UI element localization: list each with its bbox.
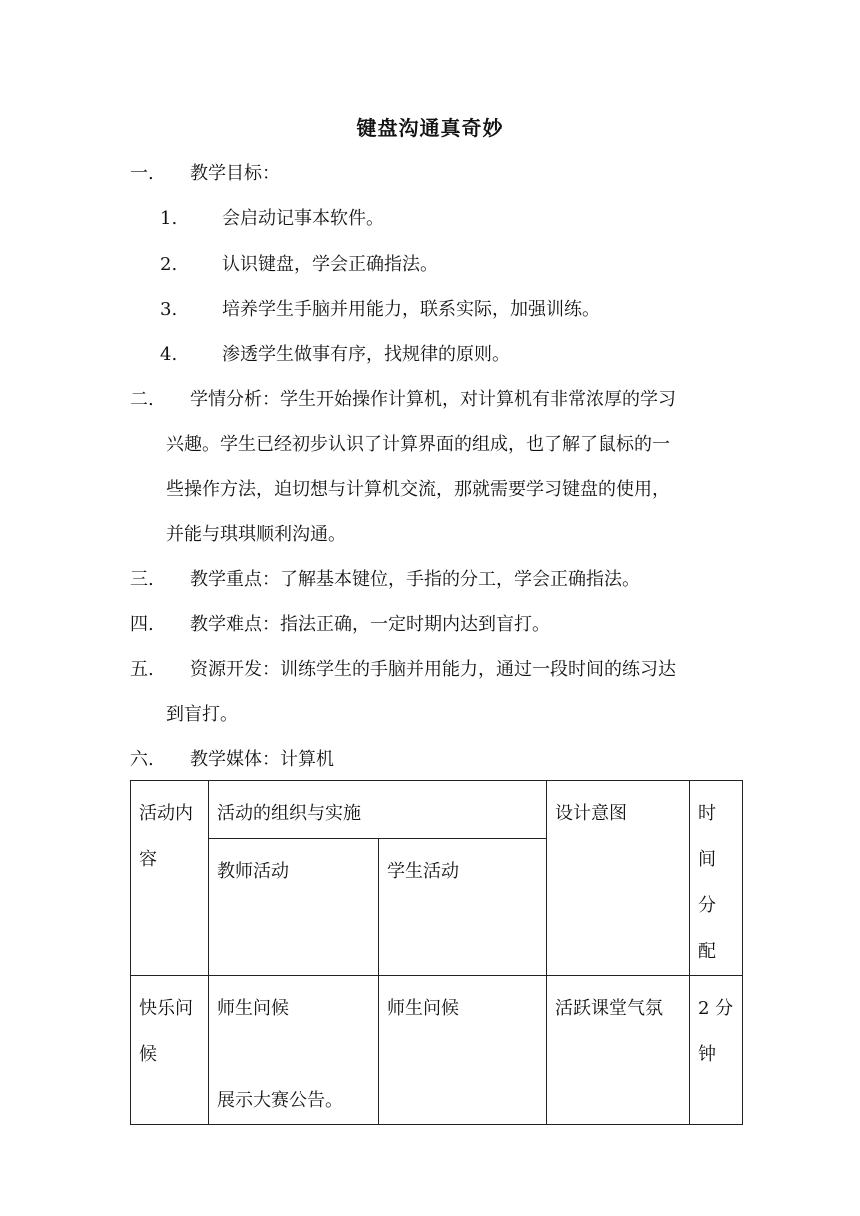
goal-text: 培养学生手脑并用能力，联系实际，加强训练。 bbox=[222, 299, 600, 320]
section-5 bbox=[130, 658, 740, 682]
goal-number: 3. bbox=[160, 299, 178, 320]
goal-item bbox=[160, 253, 720, 277]
table-header-row bbox=[131, 781, 743, 839]
section-text: 教学难点：指法正确，一定时期内达到盲打。 bbox=[190, 614, 550, 635]
header-design-intent: 设计意图 bbox=[547, 781, 690, 976]
section-2 bbox=[130, 388, 740, 412]
header-activity-content: 活动内 容 bbox=[131, 781, 209, 976]
goal-item bbox=[160, 343, 720, 367]
goal-item bbox=[160, 298, 720, 322]
header-student-activity: 学生活动 bbox=[379, 839, 547, 976]
header-time-allocation: 时 间 分 配 bbox=[690, 781, 743, 976]
section-text-line: 兴趣。学生已经初步认识了计算界面的组成，也了解了鼠标的一 bbox=[166, 434, 670, 455]
section-number: 五. bbox=[130, 659, 154, 680]
cell-activity: 快乐问 候 bbox=[131, 976, 209, 1125]
section-number: 三. bbox=[130, 569, 154, 590]
cell-teacher: 师生问候 展示大赛公告。 bbox=[209, 976, 379, 1125]
cell-time: 2 分 钟 bbox=[690, 976, 743, 1125]
table-row bbox=[131, 976, 743, 1125]
goal-text: 认识键盘，学会正确指法。 bbox=[222, 254, 438, 275]
header-organization: 活动的组织与实施 bbox=[209, 781, 547, 839]
section-text-line: 并能与琪琪顺利沟通。 bbox=[166, 524, 346, 545]
section-text: 教学媒体：计算机 bbox=[190, 749, 334, 770]
section-text-line: 些操作方法，迫切想与计算机交流，那就需要学习键盘的使用， bbox=[166, 479, 670, 500]
goal-item bbox=[160, 207, 720, 231]
goal-number: 4. bbox=[160, 344, 178, 365]
section-number: 二. bbox=[130, 389, 154, 410]
section-4 bbox=[130, 613, 740, 637]
section-1 bbox=[130, 162, 730, 186]
goal-number: 2. bbox=[160, 254, 178, 275]
section-number: 六. bbox=[130, 749, 154, 770]
header-teacher-activity: 教师活动 bbox=[209, 839, 379, 976]
document-title: 键盘沟通真奇妙 bbox=[356, 116, 504, 140]
lesson-plan-table bbox=[130, 780, 743, 1125]
section-number: 一. bbox=[130, 163, 154, 184]
section-heading: 教学目标： bbox=[190, 163, 280, 184]
goal-text: 会启动记事本软件。 bbox=[222, 208, 384, 229]
cell-student: 师生问候 bbox=[379, 976, 547, 1125]
section-6 bbox=[130, 748, 740, 772]
goal-text: 渗透学生做事有序，找规律的原则。 bbox=[222, 344, 510, 365]
goal-number: 1. bbox=[160, 208, 178, 229]
section-text-line: 学情分析：学生开始操作计算机，对计算机有非常浓厚的学习 bbox=[190, 389, 676, 410]
section-text: 教学重点：了解基本键位，手指的分工，学会正确指法。 bbox=[190, 569, 640, 590]
section-text-line: 资源开发：训练学生的手脑并用能力，通过一段时间的练习达 bbox=[190, 659, 676, 680]
section-3 bbox=[130, 568, 740, 592]
cell-intent: 活跃课堂气氛 bbox=[547, 976, 690, 1125]
section-number: 四. bbox=[130, 614, 154, 635]
section-text-line: 到盲打。 bbox=[166, 704, 238, 725]
